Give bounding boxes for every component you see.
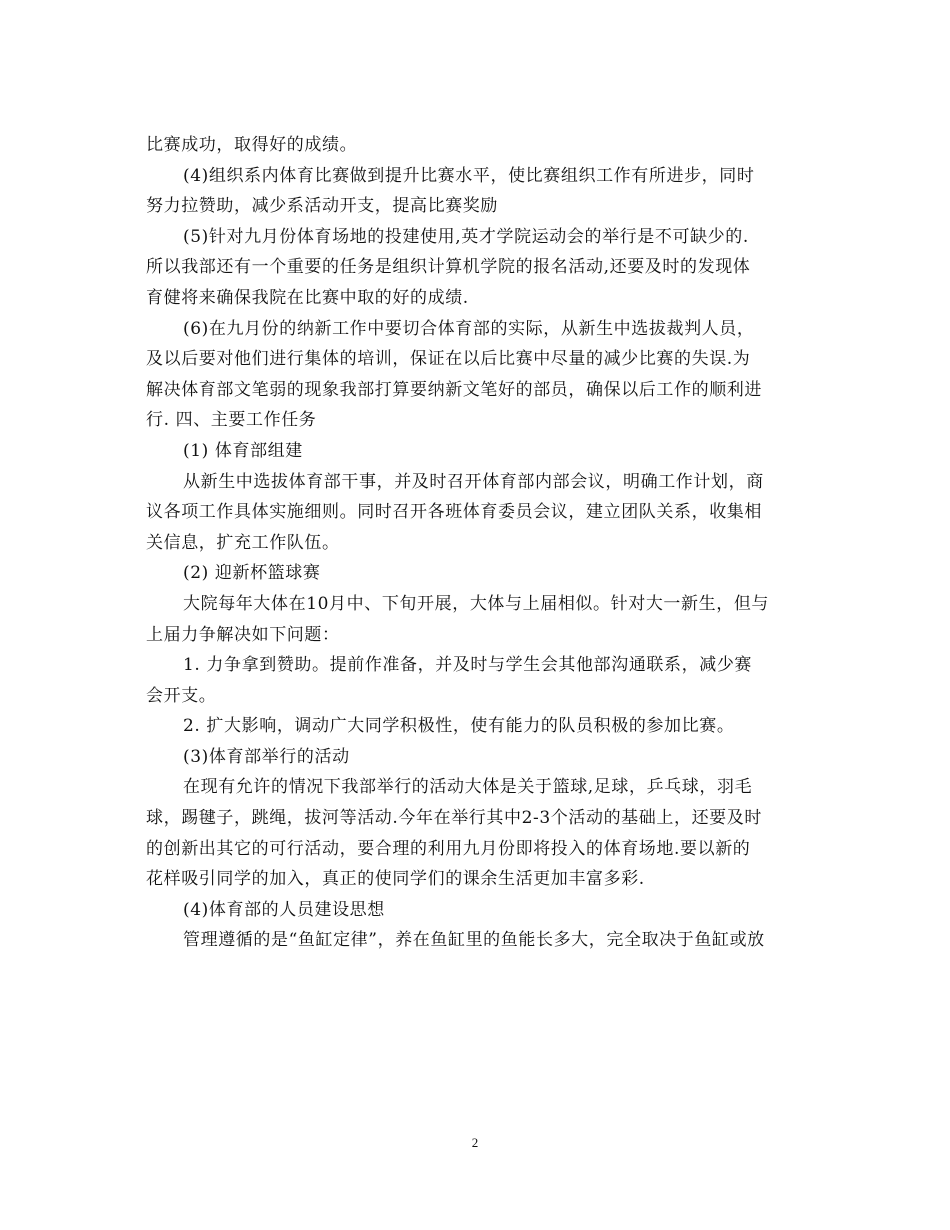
text-line: 大院每年大体在10月中、下旬开展，大体与上届相似。针对大一新生，但与 [183,593,770,614]
text-line: 育健将来确保我院在比赛中取的好的成绩. [146,287,469,308]
text-line: 从新生中选拔体育部干事，并及时召开体育部内部会议，明确工作计划，商 [183,471,764,492]
text-line: 球，踢毽子，跳绳，拔河等活动.今年在举行其中2-3个活动的基础上，还要及时 [146,808,762,829]
text-line: 努力拉赞助，减少系活动开支，提高比赛奖励 [146,196,498,217]
text-line: 管理遵循的是“鱼缸定律”，养在鱼缸里的鱼能长多大，完全取决于鱼缸或放 [183,930,765,951]
text-line: 解决体育部文笔弱的现象我部打算要纳新文笔好的部员，确保以后工作的顺利进 [146,379,762,400]
text-line: 及以后要对他们进行集体的培训，保证在以后比赛中尽量的减少比赛的失误.为 [146,349,751,370]
text-line: (1) 体育部组建 [183,440,303,461]
text-line: (4)组织系内体育比赛做到提升比赛水平，使比赛组织工作有所进步，同时 [183,165,755,186]
text-line: 行. 四、主要工作任务 [146,410,317,431]
text-line: 1. 力争拿到赞助。提前作准备，并及时与学生会其他部沟通联系，减少赛 [183,655,753,676]
page-number: 2 [471,1135,479,1150]
document-body [146,130,806,956]
text-line: 2. 扩大影响，调动广大同学积极性，使有能力的队员积极的参加比赛。 [183,716,735,737]
text-line: 所以我部还有一个重要的任务是组织计算机学院的报名活动,还要及时的发现体 [146,257,751,278]
text-line: (6)在九月份的纳新工作中要切合体育部的实际，从新生中选拔裁判人员， [183,318,755,339]
text-line: 的创新出其它的可行活动，要合理的利用九月份即将投入的体育场地.要以新的 [146,838,751,859]
text-line: 花样吸引同学的加入，真正的使同学们的课余生活更加丰富多彩. [146,869,645,890]
text-line: 在现有允许的情况下我部举行的活动大体是关于篮球,足球，乒乓球，羽毛 [183,777,753,798]
text-line: (3)体育部举行的活动 [183,746,350,767]
text-line: (4)体育部的人员建设思想 [183,899,385,920]
text-line: (2) 迎新杯篮球赛 [183,563,321,584]
text-line: 比赛成功，取得好的成绩。 [146,135,358,155]
text-line: 关信息，扩充工作队伍。 [146,532,340,553]
text-line: 会开支。 [146,685,217,706]
text-line: (5)针对九月份体育场地的投建使用,英才学院运动会的举行是不可缺少的. [183,226,749,247]
text-line: 议各项工作具体实施细则。同时召开各班体育委员会议，建立团队关系，收集相 [146,502,762,523]
text-line: 上届力争解决如下问题： [146,624,340,645]
